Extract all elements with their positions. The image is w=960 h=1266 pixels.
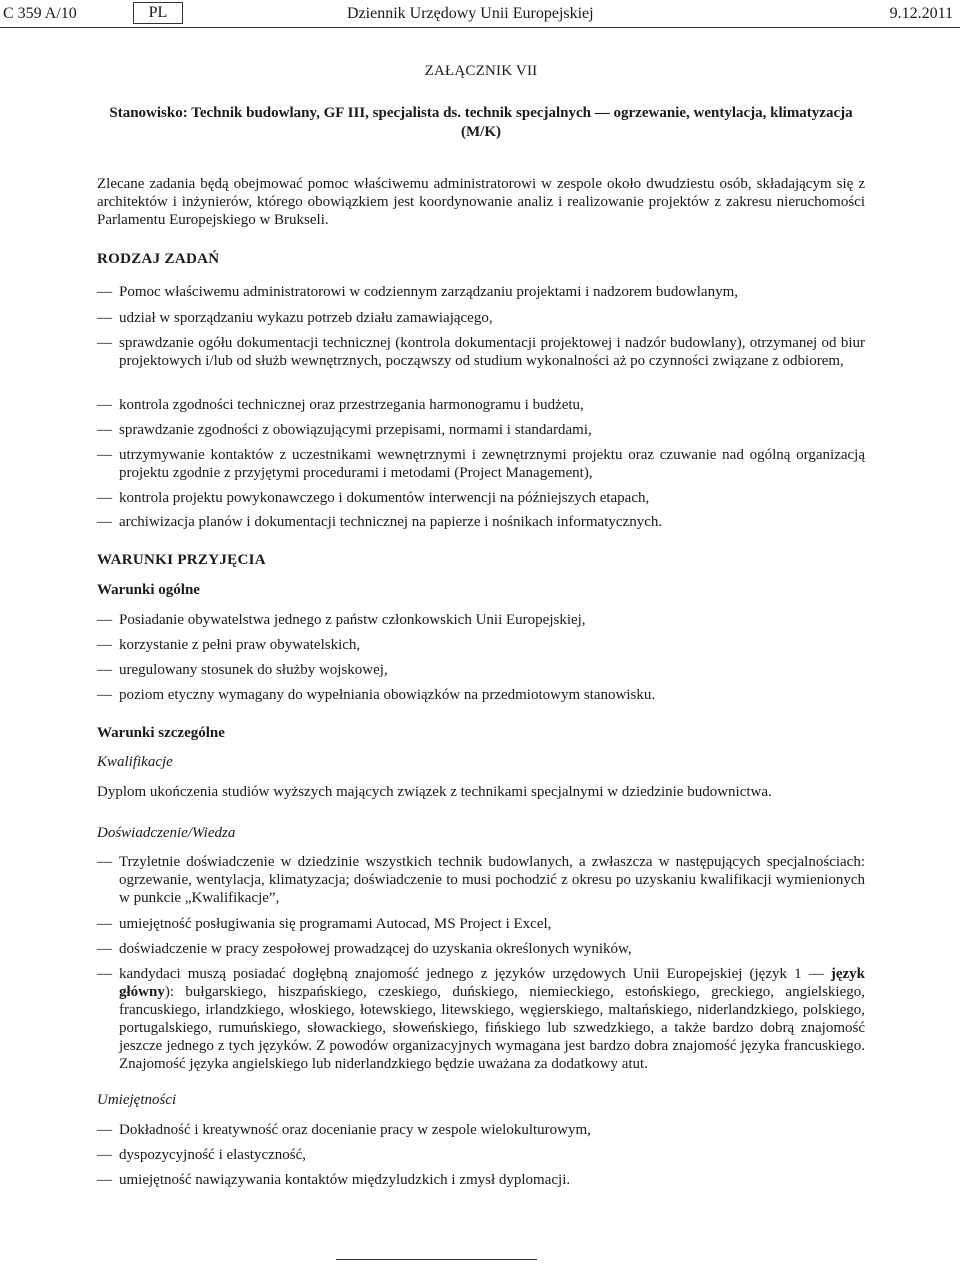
list-item-text: sprawdzanie zgodności z obowiązującymi przepisami, normami i standardami, xyxy=(119,422,592,438)
section-heading-tasks: RODZAJ ZADAŃ xyxy=(97,251,220,267)
dash-bullet: — xyxy=(97,662,112,678)
list-item-text: dyspozycyjność i elastyczność, xyxy=(119,1147,307,1163)
list-item xyxy=(97,661,865,679)
dash-bullet: — xyxy=(97,335,112,351)
publication-date: 9.12.2011 xyxy=(889,5,953,22)
list-item xyxy=(97,636,865,654)
list-item xyxy=(97,334,865,370)
list-item xyxy=(97,446,865,482)
list-item-text: utrzymywanie kontaktów z uczestnikami wewnętrznymi i zewnętrznymi projektu oraz czuwanie nad ogólną organizacją projektu zgodnie z przyjętymi procedurami i metodami (Project Management), xyxy=(119,447,865,481)
list-item-text: Dokładność i kreatywność oraz docenianie pracy w zespole wielokulturowym, xyxy=(119,1122,591,1138)
list-item-text: sprawdzanie ogółu dokumentacji technicznej (kontrola dokumentacji projektowej i nadzór budowlany), otrzymanej od biur projektowych i/lub od służb wewnętrznych, począwszy od studium wykonalności aż po czynności związane z odbiorem, xyxy=(119,335,865,369)
language-requirement-text-end: ): bułgarskiego, hiszpańskiego, czeskiego, duńskiego, niemieckiego, estońskiego, greckiego, angielskiego, francuskiego, irlandzkiego, włoskiego, łotewskiego, litewskiego, węgierskiego, maltańskiego, niderlandzkiego, polskiego, portugalskiego, rumuńskiego, słowackiego, słoweńskiego, fińskiego lub szwedzkiego, a także bardzo dobrą znajomość jeszcze jednego z tych języków. Z powodów organizacyjnych wymagana jest bardzo dobra znajomość języka francuskiego. Znajomość języka angielskiego lub niderlandzkiego będzie uważana za dodatkowy atut. xyxy=(119,984,865,1072)
list-item xyxy=(97,513,865,531)
subheading-specific: Warunki szczególne xyxy=(97,725,225,741)
list-item-text: archiwizacja planów i dokumentacji technicznej na papierze i nośnikach informatycznych. xyxy=(119,514,663,530)
list-item-text: doświadczenie w pracy zespołowej prowadzącej do uzyskania określonych wyników, xyxy=(119,941,632,957)
list-item-text: kontrola zgodności technicznej oraz przestrzegania harmonogramu i budżetu, xyxy=(119,397,584,413)
intro-paragraph: Zlecane zadania będą obejmować pomoc właściwemu administratorowi w zespole około dwudziestu osób, składającym się z architektów i inżynierów, którego obowiązkiem jest koordynowanie analiz i realizowanie projektów z zakresu nieruchomości Parlamentu Europejskiego w Brukseli. xyxy=(97,176,865,228)
dash-bullet: — xyxy=(97,447,112,463)
dash-bullet: — xyxy=(97,284,112,300)
list-item xyxy=(97,1121,865,1139)
dash-bullet: — xyxy=(97,854,112,870)
list-item-text: Trzyletnie doświadczenie w dziedzinie wszystkich technik budowlanych, a zwłaszcza w następujących specjalnościach: ogrzewanie, wentylacja, klimatyzacja; doświadczenie to musi pochodzić z okresu po uzyskaniu kwalifikacji wymienionych w punkcie „Kwalifikacje”, xyxy=(119,854,865,906)
list-item xyxy=(97,396,865,414)
list-item xyxy=(97,309,865,327)
list-item-text xyxy=(119,965,865,1073)
list-item-text: Posiadanie obywatelstwa jednego z państw członkowskich Unii Europejskiej, xyxy=(119,612,586,628)
list-item-text: umiejętność nawiązywania kontaktów międzyludzkich i zmysł dyplomacji. xyxy=(119,1172,571,1188)
dash-bullet: — xyxy=(97,1122,112,1138)
journal-header xyxy=(0,0,960,28)
dash-bullet: — xyxy=(97,966,112,982)
dash-bullet: — xyxy=(97,916,112,932)
dash-bullet: — xyxy=(97,1147,112,1163)
list-item-text: Pomoc właściwemu administratorowi w codziennym zarządzaniu projektami i nadzorem budowlanym, xyxy=(119,284,738,300)
section-heading-conditions: WARUNKI PRZYJĘCIA xyxy=(97,552,266,568)
dash-bullet: — xyxy=(97,310,112,326)
dash-bullet: — xyxy=(97,490,112,506)
qualifications-text: Dyplom ukończenia studiów wyższych mających związek z technikami specjalnymi w dziedzinie budownictwa. xyxy=(97,784,772,800)
list-item-text: poziom etyczny wymagany do wypełniania obowiązków na przedmiotowym stanowisku. xyxy=(119,687,656,703)
subheading-skills: Umiejętności xyxy=(97,1092,177,1108)
language-requirement-text-start: kandydaci muszą posiadać dogłębną znajomość jednego z języków urzędowych Unii Europejskiej (język 1 — xyxy=(119,966,831,982)
position-title: Stanowisko: Technik budowlany, GF III, specjalista ds. technik specjalnych — ogrzewanie, wentylacja, klimatyzacja (M/K) xyxy=(109,105,853,140)
dash-bullet: — xyxy=(97,941,112,957)
subheading-experience: Doświadczenie/Wiedza xyxy=(97,825,236,841)
dash-bullet: — xyxy=(97,514,112,530)
list-item-text: korzystanie z pełni praw obywatelskich, xyxy=(119,637,361,653)
dash-bullet: — xyxy=(97,397,112,413)
dash-bullet: — xyxy=(97,637,112,653)
list-item xyxy=(97,283,865,301)
journal-title: Dziennik Urzędowy Unii Europejskiej xyxy=(347,5,594,22)
dash-bullet: — xyxy=(97,1172,112,1188)
subheading-qualifications: Kwalifikacje xyxy=(97,754,173,770)
journal-reference: C 359 A/10 xyxy=(3,5,77,22)
list-item xyxy=(97,965,865,1073)
list-item xyxy=(97,915,865,933)
list-item-text: udział w sporządzaniu wykazu potrzeb działu zamawiającego, xyxy=(119,310,493,326)
subheading-general: Warunki ogólne xyxy=(97,582,200,598)
list-item xyxy=(97,1146,865,1164)
list-item xyxy=(97,421,865,439)
list-item xyxy=(97,1171,865,1189)
dash-bullet: — xyxy=(97,687,112,703)
list-item-text: kontrola projektu powykonawczego i dokumentów interwencji na późniejszych etapach, xyxy=(119,490,650,506)
end-of-annex-rule xyxy=(336,1259,537,1260)
list-item xyxy=(97,489,865,507)
language-code-box: PL xyxy=(133,2,183,24)
language-requirement-emphasis: język główny xyxy=(119,966,865,1000)
dash-bullet: — xyxy=(97,612,112,628)
list-item xyxy=(97,611,865,629)
list-item xyxy=(97,686,865,704)
header-rule xyxy=(0,27,960,28)
dash-bullet: — xyxy=(97,422,112,438)
list-item-text: umiejętność posługiwania się programami Autocad, MS Project i Excel, xyxy=(119,916,552,932)
list-item-text: uregulowany stosunek do służby wojskowej, xyxy=(119,662,388,678)
annex-title: ZAŁĄCZNIK VII xyxy=(424,63,538,79)
list-item xyxy=(97,853,865,907)
list-item xyxy=(97,940,865,958)
